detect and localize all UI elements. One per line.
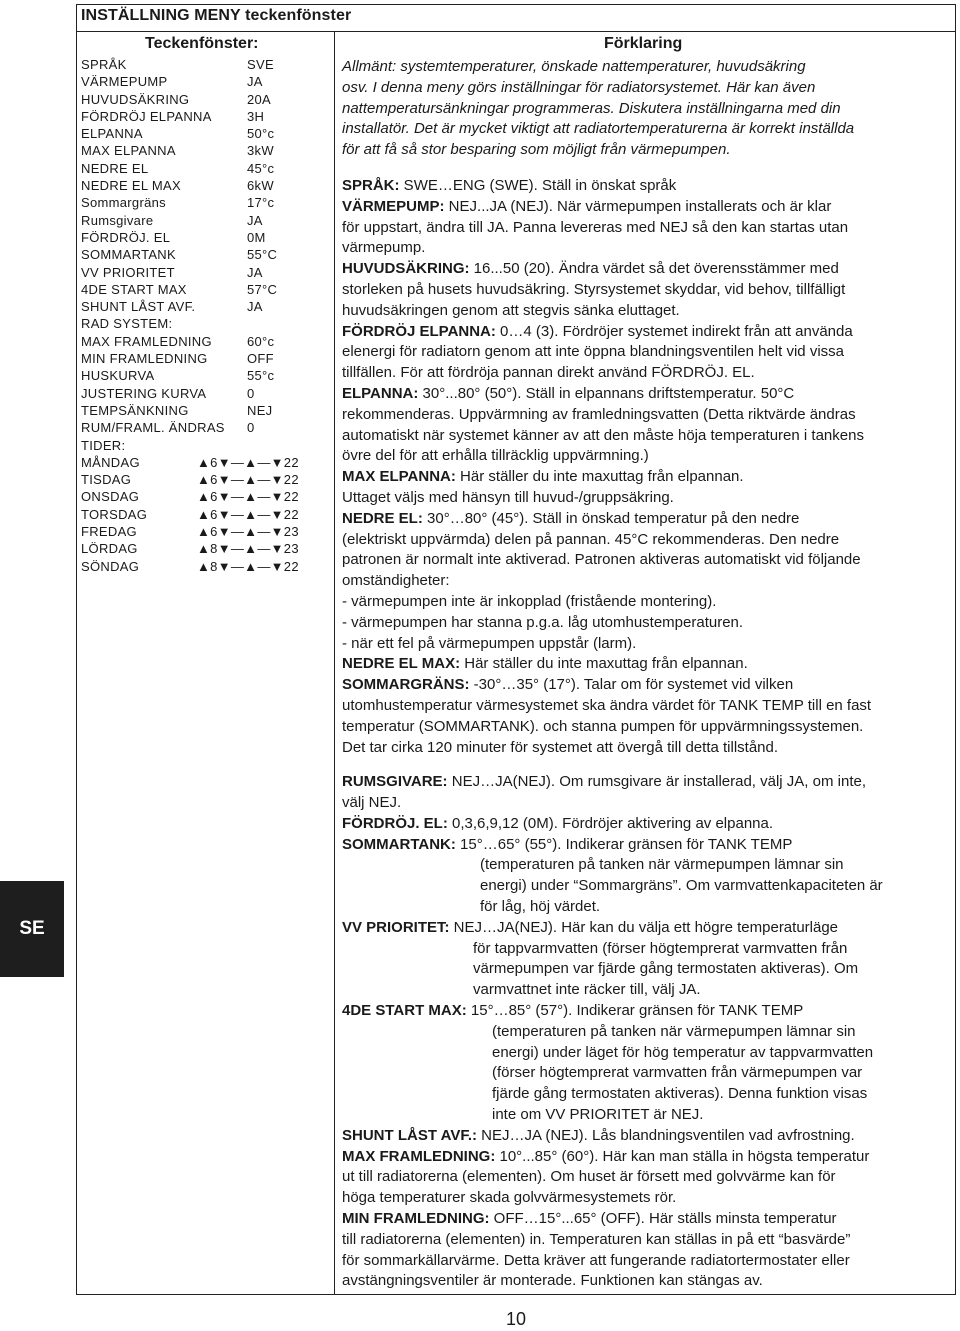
explanation-line bbox=[342, 1063, 954, 1084]
explanation-line bbox=[342, 259, 954, 280]
menu-item-value: JA bbox=[247, 264, 263, 280]
setting-description: NEJ…JA(NEJ). Här kan du välja ett högre temperaturläge bbox=[449, 918, 839, 936]
setting-description: elenergi för radiatorn genom att inte öppna blandningsventilen helt vid vissa bbox=[342, 343, 844, 361]
explanation-line bbox=[342, 959, 954, 980]
setting-description: (förser högtemprerat varmvatten från värmepumpen var bbox=[492, 1064, 863, 1082]
menu-item bbox=[81, 229, 331, 246]
menu-item-value: JA bbox=[247, 74, 263, 90]
menu-item bbox=[81, 212, 331, 229]
menu-item-label: SOMMARTANK bbox=[81, 247, 176, 263]
explanation-line bbox=[342, 1126, 954, 1147]
explanation-line bbox=[342, 1209, 954, 1230]
setting-description: avstängningsventiler är monterade. Funktionen kan stängas av. bbox=[342, 1272, 763, 1290]
explanation-line bbox=[342, 322, 954, 343]
menu-item-value: NEJ bbox=[247, 402, 273, 418]
setting-description: - värmepumpen har stanna p.g.a. låg utomhustemperaturen. bbox=[342, 613, 744, 631]
language-tab: SE bbox=[0, 881, 64, 977]
menu-item bbox=[81, 91, 331, 108]
explanation-column-title: Förklaring bbox=[604, 35, 683, 52]
schedule-day: TISDAG bbox=[81, 472, 132, 488]
setting-description: till radiatorerna (elementen) in. Temperaturen kan ställas in på ett “basvärde” bbox=[342, 1230, 851, 1248]
explanation-line bbox=[342, 571, 954, 592]
menu-item bbox=[81, 350, 331, 367]
menu-item bbox=[81, 298, 331, 315]
schedule-row bbox=[81, 540, 331, 557]
schedule-row bbox=[81, 471, 331, 488]
setting-description: utomhustemperatur värmesystemet ska ändra värdet för TANK TEMP till en fast bbox=[342, 696, 872, 714]
menu-item bbox=[81, 73, 331, 90]
setting-description: 30°…80° (45°). Ställ in önskad temperatur på den nedre bbox=[422, 509, 800, 527]
setting-description: energi) under läget för hög temperatur av tappvarmvatten bbox=[492, 1043, 874, 1061]
setting-name: MAX FRAMLEDNING: bbox=[342, 1147, 496, 1165]
setting-name: SOMMARTANK: bbox=[342, 835, 456, 853]
menu-item-label: JUSTERING KURVA bbox=[81, 385, 207, 401]
setting-description: -30°…35° (17°). Talar om för systemet vid vilken bbox=[469, 676, 794, 694]
setting-description: för sommarkällarvärme. Detta kräver att fungerande radiatortermostater eller bbox=[342, 1251, 850, 1269]
explanation-line bbox=[342, 550, 954, 571]
setting-name: RUMSGIVARE: bbox=[342, 773, 448, 791]
setting-description: huvudsäkringen genom att stegvis sänka eluttaget. bbox=[342, 301, 680, 319]
schedule-value: ▲6▼—▲—▼22 bbox=[197, 506, 299, 522]
explanation-line bbox=[342, 446, 954, 467]
display-column-title: Teckenfönster: bbox=[145, 35, 259, 52]
menu-item bbox=[81, 56, 331, 73]
explanation-line bbox=[342, 696, 954, 717]
setting-description: Uttaget väljs med hänsyn till huvud-/gruppsäkring. bbox=[342, 488, 674, 506]
explanation-line bbox=[342, 218, 954, 239]
setting-name: MIN FRAMLEDNING: bbox=[342, 1210, 490, 1228]
menu-item-label: FÖRDRÖJ. EL bbox=[81, 229, 171, 245]
menu-item bbox=[81, 385, 331, 402]
explanation-line bbox=[342, 467, 954, 488]
menu-item bbox=[81, 315, 331, 332]
menu-item-value: 50°c bbox=[247, 126, 275, 142]
menu-item bbox=[81, 160, 331, 177]
setting-description: Här ställer du inte maxuttag från elpannan. bbox=[455, 468, 744, 486]
menu-item bbox=[81, 402, 331, 419]
explanation-line bbox=[342, 814, 954, 835]
menu-item bbox=[81, 177, 331, 194]
settings-panel bbox=[76, 4, 956, 1295]
explanation-line bbox=[342, 1188, 954, 1209]
explanation-line bbox=[342, 939, 954, 960]
intro-line: installatör. Det är mycket viktigt att radiatortemperaturerna är korrekt inställda bbox=[342, 120, 855, 138]
menu-item-label: VV PRIORITET bbox=[81, 264, 175, 280]
menu-item-label: Rumsgivare bbox=[81, 212, 154, 228]
menu-item-value: 0M bbox=[247, 229, 266, 245]
setting-description: fjärde gång termostaten aktiveras). Denna funktion visas bbox=[492, 1085, 868, 1103]
schedule-row bbox=[81, 488, 331, 505]
schedule-value: ▲8▼—▲—▼23 bbox=[197, 541, 299, 557]
menu-item bbox=[81, 194, 331, 211]
column-divider bbox=[334, 31, 335, 1294]
setting-description: för uppstart, ändra till JA. Panna levereras med NEJ så den kan startas utan bbox=[342, 218, 849, 236]
setting-description: energi) under “Sommargräns”. Om varmvattenkapaciteten är bbox=[480, 877, 883, 895]
explanation-line bbox=[342, 384, 954, 405]
setting-description: 15°…65° (55°). Indikerar gränsen för TANK TEMP bbox=[455, 835, 793, 853]
explanation-line bbox=[342, 176, 954, 197]
explanation-line bbox=[342, 280, 954, 301]
menu-item-value: 3kW bbox=[247, 143, 274, 159]
intro-line: Allmänt: systemtemperaturer, önskade nattemperaturer, huvudsäkring bbox=[342, 58, 806, 75]
setting-description: (temperaturen på tanken när värmepumpen lämnar sin bbox=[492, 1022, 856, 1040]
schedule-row bbox=[81, 558, 331, 575]
menu-item-label: MIN FRAMLEDNING bbox=[81, 351, 208, 367]
page-number: 10 bbox=[506, 1309, 527, 1329]
explanation-text bbox=[342, 57, 954, 1292]
menu-item-label: TIDER: bbox=[81, 437, 126, 453]
explanation-line bbox=[342, 530, 954, 551]
setting-name: HUVUDSÄKRING: bbox=[342, 260, 470, 278]
setting-description: Det tar cirka 120 minuter för systemet att övergå till detta tillstånd. bbox=[342, 738, 779, 756]
explanation-line bbox=[342, 509, 954, 530]
setting-description: 16...50 (20). Ändra värdet så det överensstämmer med bbox=[469, 260, 839, 278]
schedule-value: ▲6▼—▲—▼22 bbox=[197, 489, 299, 505]
menu-item-label: NEDRE EL bbox=[81, 160, 149, 176]
setting-description: automatiskt när systemet känner av att den måste höja temperaturen i tankens bbox=[342, 426, 864, 444]
menu-item-label: NEDRE EL MAX bbox=[81, 178, 181, 194]
menu-list bbox=[81, 56, 331, 575]
explanation-line bbox=[342, 1230, 954, 1251]
schedule-value: ▲6▼—▲—▼22 bbox=[197, 454, 299, 470]
explanation-line bbox=[342, 342, 954, 363]
menu-item bbox=[81, 419, 331, 436]
schedule-day: ONSDAG bbox=[81, 489, 140, 505]
menu-item-label: MAX ELPANNA bbox=[81, 143, 176, 159]
explanation-line bbox=[342, 876, 954, 897]
explanation-line bbox=[342, 197, 954, 218]
menu-item bbox=[81, 246, 331, 263]
explanation-line bbox=[342, 793, 954, 814]
explanation-line bbox=[342, 1084, 954, 1105]
explanation-line bbox=[342, 592, 954, 613]
menu-item-label: SHUNT LÅST AVF. bbox=[81, 299, 196, 315]
setting-description: för tappvarmvatten (förser högtemprerat varmvatten från bbox=[473, 939, 848, 957]
explanation-line bbox=[342, 405, 954, 426]
schedule-value: ▲6▼—▲—▼22 bbox=[197, 472, 299, 488]
menu-item bbox=[81, 264, 331, 281]
setting-description: OFF…15°...65° (OFF). Här ställs minsta temperatur bbox=[489, 1210, 837, 1228]
explanation-line bbox=[342, 363, 954, 384]
explanation-line bbox=[342, 1167, 954, 1188]
setting-name: NEDRE EL: bbox=[342, 509, 423, 527]
menu-item-value: JA bbox=[247, 299, 263, 315]
setting-description: NEJ…JA(NEJ). Om rumsgivare är installerad, välj JA, om inte, bbox=[447, 773, 867, 791]
setting-description: SWE…ENG (SWE). Ställ in önskat språk bbox=[399, 176, 677, 194]
schedule-day: MÅNDAG bbox=[81, 454, 140, 470]
menu-item-value: 55°c bbox=[247, 368, 275, 384]
intro-line: för att få så stor besparing som möjligt från värmepumpen. bbox=[342, 141, 731, 159]
menu-item-value: 60°c bbox=[247, 333, 275, 349]
menu-item-label: HUSKURVA bbox=[81, 368, 155, 384]
explanation-line bbox=[342, 835, 954, 856]
setting-description: 0…4 (3). Fördröjer systemet indirekt från att använda bbox=[495, 322, 853, 340]
intro-line: osv. I denna meny görs inställningar för radiatorsystemet. Här kan även bbox=[342, 78, 816, 96]
menu-item-value: 45°c bbox=[247, 160, 275, 176]
explanation-line bbox=[342, 772, 954, 793]
explanation-line bbox=[342, 675, 954, 696]
setting-name: SOMMARGRÄNS: bbox=[342, 676, 470, 694]
panel-title: INSTÄLLNING MENY teckenfönster bbox=[81, 7, 352, 24]
schedule-day: FREDAG bbox=[81, 524, 137, 540]
menu-item-label: SPRÅK bbox=[81, 57, 127, 72]
menu-item bbox=[81, 108, 331, 125]
setting-description: storleken på husets huvudsäkring. Styrsystemet skyddar, vid behov, tillfälligt bbox=[342, 280, 846, 298]
menu-item bbox=[81, 437, 331, 454]
setting-name: MAX ELPANNA: bbox=[342, 468, 456, 486]
schedule-value: ▲6▼—▲—▼23 bbox=[197, 524, 299, 540]
header-divider bbox=[77, 31, 955, 32]
explanation-line bbox=[342, 1271, 954, 1292]
explanation-line bbox=[342, 654, 954, 675]
setting-description: NEJ…JA (NEJ). Lås blandningsventilen vad avfrostning. bbox=[477, 1126, 855, 1144]
setting-description: - värmepumpen inte är inkopplad (fristående montering). bbox=[342, 592, 717, 610]
menu-item-label: HUVUDSÄKRING bbox=[81, 91, 190, 107]
menu-item bbox=[81, 333, 331, 350]
setting-name: FÖRDRÖJ. EL: bbox=[342, 814, 448, 832]
setting-description: patronen är normalt inte aktiverad. Patronen aktiveras automatiskt vid följande bbox=[342, 551, 861, 569]
menu-item bbox=[81, 281, 331, 298]
menu-item-value: 17°c bbox=[247, 195, 275, 211]
schedule-row bbox=[81, 506, 331, 523]
setting-description: för låg, höj värdet. bbox=[480, 898, 601, 916]
menu-item-value: 57°C bbox=[247, 281, 278, 297]
menu-item-label: RUM/FRAML. ÄNDRAS bbox=[81, 420, 225, 436]
setting-description: 0,3,6,9,12 (0M). Fördröjer aktivering av elpanna. bbox=[447, 814, 774, 832]
explanation-line bbox=[342, 1251, 954, 1272]
menu-item bbox=[81, 367, 331, 384]
menu-item-label: ELPANNA bbox=[81, 126, 143, 142]
setting-description: temperatur (SOMMARTANK). och stanna pumpen för uppvärmningssystemen. bbox=[342, 717, 864, 735]
intro-line: nattemperatursänkningar programmeras. Diskutera inställningarna med din bbox=[342, 99, 841, 117]
explanation-line bbox=[342, 613, 954, 634]
setting-description: 10°...85° (60°). Här kan man ställa in högsta temperatur bbox=[495, 1147, 870, 1165]
intro-paragraph bbox=[342, 57, 954, 161]
setting-description: Här ställer du inte maxuttag från elpannan. bbox=[460, 655, 748, 673]
explanation-line bbox=[342, 1001, 954, 1022]
setting-name: FÖRDRÖJ ELPANNA: bbox=[342, 322, 496, 340]
menu-item-label: VÄRMEPUMP bbox=[81, 74, 168, 90]
explanation-line bbox=[342, 855, 954, 876]
setting-description: rekommenderas. Uppvärmning av framledningsvatten (Detta riktvärde ändras bbox=[342, 405, 856, 423]
explanation-line bbox=[342, 634, 954, 655]
section-gap bbox=[342, 758, 954, 772]
explanation-line bbox=[342, 426, 954, 447]
schedule-day: LÖRDAG bbox=[81, 541, 138, 557]
menu-item-value: 0 bbox=[247, 385, 255, 401]
explanation-line bbox=[342, 738, 954, 759]
explanation-line bbox=[342, 301, 954, 322]
menu-item bbox=[81, 125, 331, 142]
menu-item-label: FÖRDRÖJ ELPANNA bbox=[81, 108, 212, 124]
setting-description: - när ett fel på värmepumpen uppstår (larm). bbox=[342, 634, 637, 652]
explanation-line bbox=[342, 488, 954, 509]
explanation-line bbox=[342, 238, 954, 259]
menu-item-label: MAX FRAMLEDNING bbox=[81, 333, 212, 349]
explanation-line bbox=[342, 717, 954, 738]
setting-name: SHUNT LÅST AVF.: bbox=[342, 1126, 477, 1144]
setting-description: övre del för att erhålla tillräcklig uppvärmning.) bbox=[342, 447, 649, 465]
menu-item-label: Sommargräns bbox=[81, 195, 166, 211]
setting-description: NEJ...JA (NEJ). När värmepumpen installerats och är klar bbox=[444, 197, 832, 215]
setting-description: varmvattnet inte räcker till, välj JA. bbox=[473, 981, 701, 999]
menu-item-value: 55°C bbox=[247, 247, 278, 263]
setting-description: värmepumpen var fjärde gång termostaten aktiveras). Om bbox=[473, 960, 859, 978]
schedule-day: SÖNDAG bbox=[81, 558, 140, 574]
setting-description: välj NEJ. bbox=[342, 794, 402, 812]
explanation-line bbox=[342, 980, 954, 1001]
menu-item-value: 20A bbox=[247, 91, 272, 107]
menu-item bbox=[81, 142, 331, 159]
setting-description: 30°...80° (50°). Ställ in elpannans driftstemperatur. 50°C bbox=[418, 384, 795, 402]
explanation-line bbox=[342, 918, 954, 939]
setting-description: omständigheter: bbox=[342, 572, 450, 590]
setting-name: NEDRE EL MAX: bbox=[342, 655, 461, 673]
setting-name: SPRÅK: bbox=[342, 176, 400, 194]
menu-item-label: TEMPSÄNKNING bbox=[81, 402, 189, 418]
menu-item-value: OFF bbox=[247, 351, 274, 367]
setting-description: höga temperaturer skada golvvärmesystemets rör. bbox=[342, 1189, 677, 1207]
setting-description: 15°…85° (57°). Indikerar gränsen för TANK TEMP bbox=[466, 1002, 804, 1020]
explanation-line bbox=[342, 1022, 954, 1043]
setting-name: 4DE START MAX: bbox=[342, 1002, 467, 1020]
setting-description: (temperaturen på tanken när värmepumpen lämnar sin bbox=[480, 856, 844, 874]
menu-item-value: SVE bbox=[247, 57, 274, 72]
menu-item-value: 0 bbox=[247, 420, 255, 436]
explanation-line bbox=[342, 897, 954, 918]
explanation-line bbox=[342, 1105, 954, 1126]
setting-description: (elektriskt uppvärmda) delen på pannan. 45°C rekommenderas. Den nedre bbox=[342, 530, 840, 548]
setting-description: tillfällen. För att fördröja pannan direkt använd FÖRDRÖJ. EL. bbox=[342, 364, 755, 382]
menu-item-label: 4DE START MAX bbox=[81, 281, 187, 297]
setting-name: VV PRIORITET: bbox=[342, 918, 450, 936]
menu-item-value: 3H bbox=[247, 108, 265, 124]
setting-description: ut till radiatorerna (elementen). Om huset är försett med golvvärme kan för bbox=[342, 1168, 836, 1186]
explanation-line bbox=[342, 1147, 954, 1168]
menu-item-value: 6kW bbox=[247, 178, 274, 194]
setting-description: inte om VV PRIORITET är NEJ. bbox=[492, 1106, 704, 1124]
menu-item-label: RAD SYSTEM: bbox=[81, 316, 173, 332]
schedule-row bbox=[81, 454, 331, 471]
menu-item-value: JA bbox=[247, 212, 263, 228]
setting-name: VÄRMEPUMP: bbox=[342, 197, 445, 215]
schedule-day: TORSDAG bbox=[81, 506, 148, 522]
schedule-value: ▲8▼—▲—▼22 bbox=[197, 558, 299, 574]
setting-description: värmepump. bbox=[342, 239, 426, 257]
setting-name: ELPANNA: bbox=[342, 384, 419, 402]
explanation-line bbox=[342, 1043, 954, 1064]
schedule-row bbox=[81, 523, 331, 540]
